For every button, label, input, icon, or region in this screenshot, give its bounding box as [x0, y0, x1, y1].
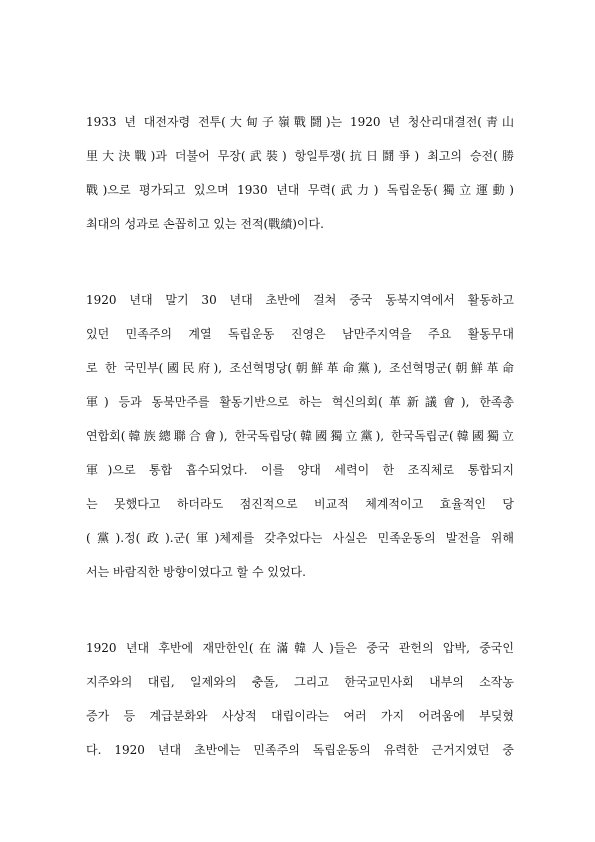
text-line: 里大決戰)과 더불어 무장(武裝) 항일투쟁(抗日鬪爭) 최고의 승전(勝: [86, 149, 514, 163]
text-line: 다. 1920 년대 초반에는 민족주의 독립운동의 유력한 근거지였던 중: [86, 743, 514, 757]
paragraph-spacer: [86, 589, 514, 631]
paragraph-daejeonjaryeong-battle: [86, 105, 514, 241]
text-line: 1920 년대 후반에 재만한인(在滿韓人)들은 중국 관헌의 압박, 중국인: [86, 641, 514, 655]
text-line: (黨).정(政).군(軍)체제를 갖추었다는 사실은 민족운동의 발전을 위해: [86, 531, 514, 545]
paragraph-spacer: [86, 241, 514, 283]
text-line: 로 한 국민부(國民府), 조선혁명당(朝鮮革命黨), 조선혁명군(朝鮮革命: [86, 361, 514, 375]
text-line: 지주와의 대립, 일제와의 충돌, 그리고 한국교민사회 내부의 소작농: [86, 675, 514, 689]
text-line: 서는 바람직한 방향이였다고 할 수 있었다.: [86, 565, 306, 579]
text-line: 戰)으로 평가되고 있으며 1930 년대 무력(武力) 독립운동(獨立運動): [86, 183, 514, 197]
text-line: 1920 년대 말기 30 년대 초반에 걸쳐 중국 동북지역에서 활동하고: [86, 293, 514, 307]
text-line: 軍) 등과 동북만주를 활동기반으로 하는 혁신의회(革新議會), 한족총: [86, 395, 514, 409]
document-page: [86, 105, 514, 767]
paragraph-nationalist-movement: [86, 283, 514, 589]
text-line: 는 못했다고 하더라도 점진적으로 비교적 체계적이고 효율적인 당: [86, 497, 514, 511]
text-line: 증가 등 계급분화와 사상적 대립이라는 여러 가지 어려움에 부딪혔: [86, 709, 514, 723]
text-line: 1933 년 대전자령 전투(大甸子嶺戰鬪)는 1920 년 청산리대결전(靑山: [86, 115, 514, 129]
text-line: 최대의 성과로 손꼽히고 있는 전적(戰績)이다.: [86, 217, 324, 231]
text-line: 軍)으로 통합 흡수되었다. 이를 양대 세력이 한 조직체로 통합되지: [86, 463, 514, 477]
paragraph-koreans-in-manchuria: [86, 631, 514, 767]
text-line: 연합회(韓族總聯合會), 한국독립당(韓國獨立黨), 한국독립군(韓國獨立: [86, 429, 514, 443]
text-line: 있던 민족주의 계열 독립운동 진영은 남만주지역을 주요 활동무대: [86, 327, 514, 341]
